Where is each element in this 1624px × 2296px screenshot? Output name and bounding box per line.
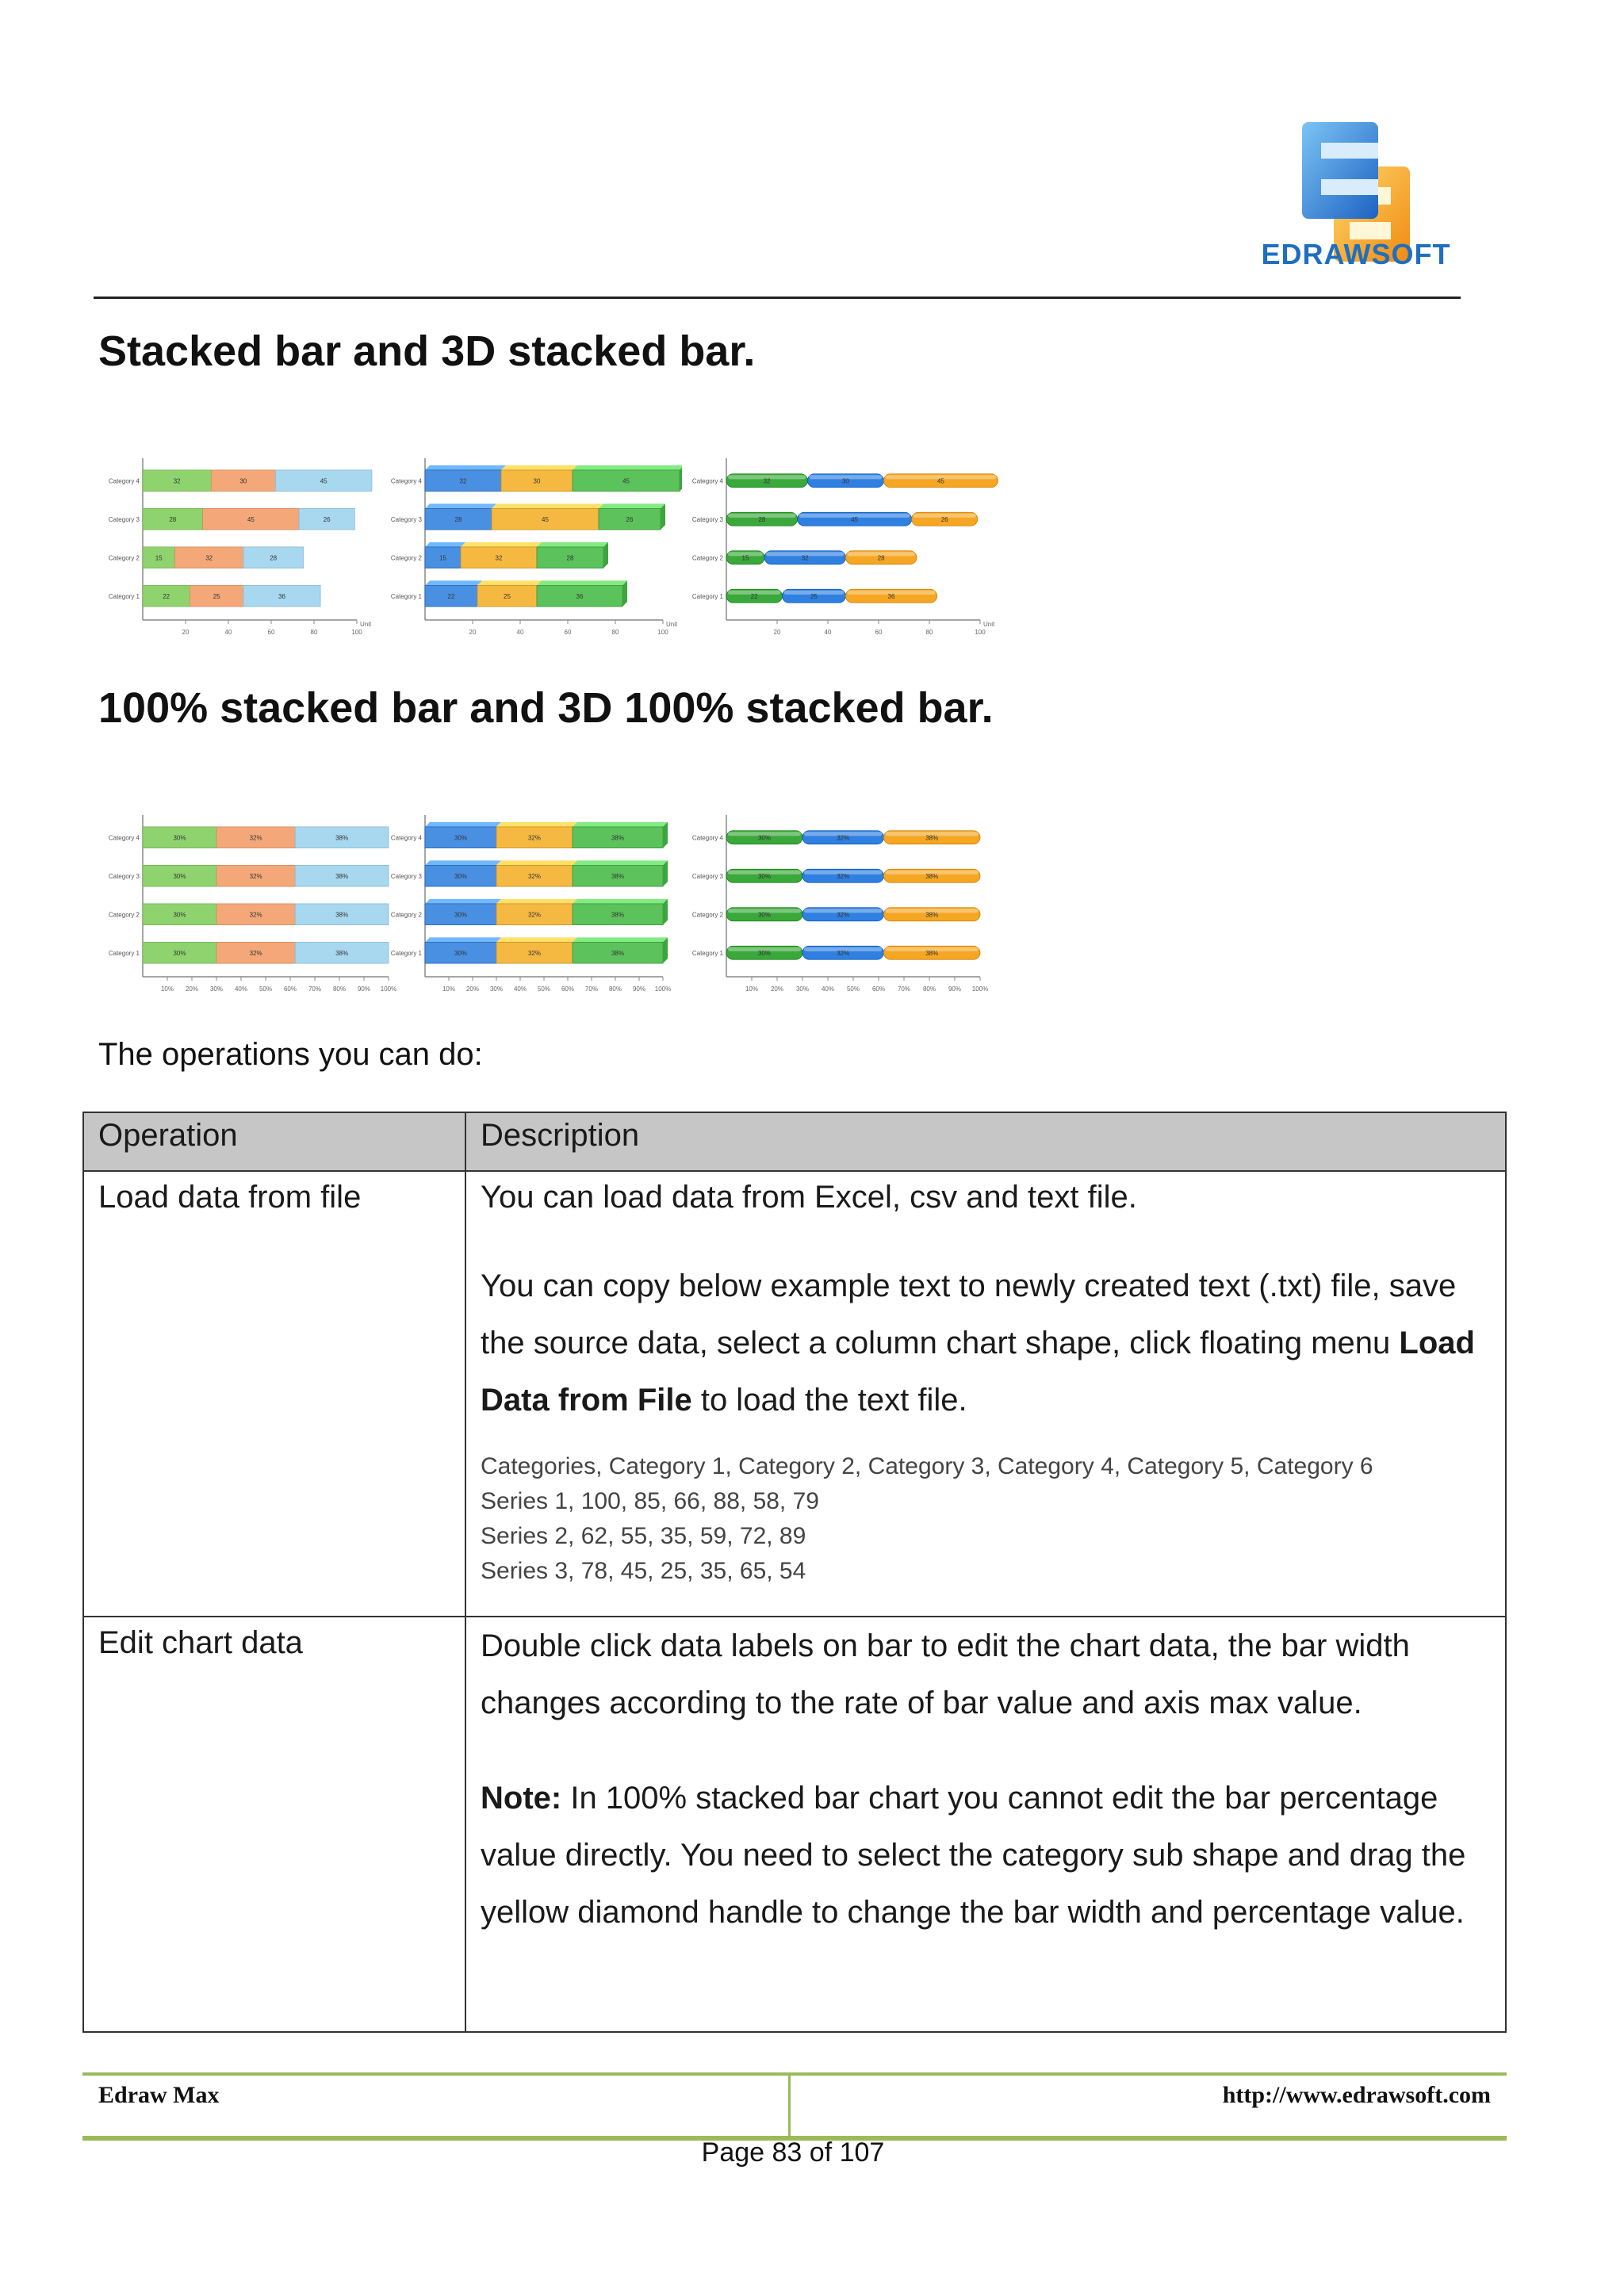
bar-data-label: 30% [173,911,186,919]
x-axis-unit: Unit [666,621,678,628]
bar-data-label: 22 [447,592,455,600]
bar-data-label: 38% [611,911,625,919]
bar-top-face [461,542,542,547]
category-label: Category 3 [691,515,723,523]
x-tick-label: 40% [234,985,248,993]
bar-top-face [425,503,496,508]
x-tick-label: 90% [357,985,371,993]
bar-data-label: 38% [925,872,939,880]
category-label: Category 4 [691,834,723,842]
bar-top-face [573,822,668,827]
bar-data-label: 32 [173,477,181,485]
x-tick-label: 10% [442,985,456,993]
x-tick-label: 30% [795,985,810,993]
x-tick-label: 30% [209,985,224,993]
bar-data-label: 36 [887,592,895,600]
bar-data-label: 22 [750,592,758,600]
description-text: You can load data from Excel, csv and text file. [481,1180,1137,1215]
example-data-line: Series 3, 78, 45, 25, 35, 65, 54 [481,1558,806,1584]
table-row [83,1617,1506,2032]
example-data-line: Categories, Category 1, Category 2, Category 3, Category 4, Category 5, Category 6 [481,1453,1373,1479]
thumbnail-cylinder-100-stacked-bar [682,801,999,999]
bar-data-label: 28 [877,554,885,562]
operations-intro: The operations you can do: [98,1037,483,1072]
category-label: Category 2 [691,911,723,919]
bar-data-label: 32% [527,834,542,842]
bar-top-face [537,542,608,547]
bar-data-label: 32% [249,911,262,919]
bar-top-face [425,899,501,904]
bar-top-face [573,899,668,904]
x-tick-label: 40 [516,629,524,636]
category-label: Category 1 [691,949,723,957]
bar-data-label: 45 [851,515,859,523]
x-tick-label: 70% [584,985,599,993]
category-label: Category 1 [390,592,422,600]
bar-data-label: 32% [527,911,542,919]
header-divider [94,297,1461,299]
bar-data-label: 32% [837,872,850,880]
x-tick-label: 60 [267,629,275,636]
bar-data-label: 26 [940,515,948,523]
table-header-row [83,1112,1506,1171]
bar-data-label: 32% [527,872,542,880]
bar-data-label: 38% [335,834,349,842]
x-tick-label: 80% [608,985,622,993]
bar-top-face [501,465,577,470]
operation-cell: Edit chart data [83,1617,465,2032]
x-tick-label: 80% [332,985,347,993]
bar-top-face [492,503,603,508]
bar-data-label: 38% [925,834,939,842]
x-tick-label: 40 [224,629,232,636]
category-label: Category 4 [108,477,140,485]
bar-data-label: 38% [925,911,939,919]
x-tick-label: 70% [897,985,911,993]
bar-data-label: 32 [459,477,467,485]
category-label: Category 2 [691,554,723,562]
bar-data-label: 38% [611,872,625,880]
bar-data-label: 32% [837,911,850,919]
x-tick-label: 20% [770,985,784,993]
page-number: Page 83 of 107 [701,2137,885,2168]
bar-top-face [573,465,682,470]
bar-data-label: 30% [454,949,468,957]
x-tick-label: 60 [564,629,572,636]
bar-data-label: 32 [495,554,503,562]
category-label: Category 1 [108,949,140,957]
x-tick-label: 10% [745,985,759,993]
x-tick-label: 20 [182,629,190,636]
column-header-operation: Operation [83,1112,465,1171]
category-label: Category 2 [390,911,422,919]
bar-top-face [573,860,668,865]
x-axis-unit: Unit [360,621,372,628]
section-heading-stacked-bar: Stacked bar and 3D stacked bar. [98,327,756,375]
bar-top-face [537,580,627,585]
bar-data-label: 28 [566,554,574,562]
category-label: Category 2 [390,554,422,562]
category-label: Category 4 [691,477,723,485]
operation-cell: Load data from file [83,1171,465,1617]
x-tick-label: 50% [259,985,273,993]
example-data-line: Series 1, 100, 85, 66, 88, 58, 79 [481,1488,819,1514]
bar-data-label: 32 [205,554,213,562]
x-tick-label: 50% [846,985,860,993]
bar-top-face [425,937,501,942]
note-text: Note: In 100% stacked bar chart you cannot edit the bar percentage value directly. You need to select the category sub shape and drag the yellow diamond handle to change the bar width and percentage value. [481,1781,1466,1930]
x-tick-label: 10% [160,985,174,993]
bar-data-label: 30 [841,477,849,485]
x-tick-label: 20 [773,629,781,636]
bar-data-label: 30% [173,834,186,842]
bar-top-face [573,937,668,942]
bar-data-label: 38% [611,834,625,842]
bar-top-face [599,503,665,508]
category-label: Category 4 [108,834,140,842]
bar-data-label: 26 [626,515,634,523]
x-tick-label: 80% [922,985,936,993]
bar-data-label: 28 [270,554,278,562]
bar-top-face [496,860,577,865]
bar-data-label: 32% [249,872,262,880]
bar-data-label: 45 [622,477,630,485]
x-tick-label: 100 [351,629,362,636]
bar-data-label: 45 [320,477,327,485]
bar-top-face [425,580,482,585]
bar-data-label: 30% [173,872,186,880]
logo-wordmark: EDRAWSOFT [1261,238,1451,270]
bar-data-label: 30 [533,477,541,485]
bar-data-label: 32 [801,554,809,562]
bar-data-label: 28 [169,515,177,523]
bar-data-label: 32% [249,949,262,957]
bar-top-face [425,465,506,470]
bar-data-label: 38% [335,949,349,957]
section-heading-100-stacked-bar: 100% stacked bar and 3D 100% stacked bar. [98,684,994,732]
bar-data-label: 28 [454,515,462,523]
bar-data-label: 32 [763,477,771,485]
bar-data-label: 15 [741,554,749,562]
thumbnail-100-stacked-bar [98,801,408,999]
page-footer [82,2072,1507,2141]
category-label: Category 3 [108,515,140,523]
bar-data-label: 30% [454,834,468,842]
description-cell [465,1617,1506,2032]
bar-data-label: 45 [936,477,944,485]
bar-data-label: 15 [439,554,446,562]
category-label: Category 3 [390,515,422,523]
bar-top-face [496,899,577,904]
x-tick-label: 100 [975,629,986,636]
menu-item-reference: Load Data from File [481,1326,1475,1418]
bar-data-label: 32% [527,949,542,957]
bar-data-label: 45 [542,515,549,523]
bar-data-label: 25 [213,592,220,600]
bar-data-label: 25 [504,592,511,600]
x-tick-label: 20% [185,985,199,993]
x-tick-label: 60% [283,985,297,993]
x-tick-label: 80 [310,629,318,636]
bar-data-label: 32% [837,949,850,957]
bar-data-label: 38% [335,911,349,919]
bar-data-label: 32% [249,834,262,842]
bar-top-face [425,822,501,827]
bar-data-label: 30% [454,911,468,919]
description-text: You can copy below example text to newly created text (.txt) file, save the source data, select a column chart shape, click floating menu Load Data from File to load the text file. [481,1269,1475,1418]
category-label: Category 3 [390,872,422,880]
category-label: Category 4 [390,477,422,485]
x-tick-label: 80 [611,629,619,636]
bar-data-label: 22 [163,592,170,600]
column-header-description: Description [465,1112,1506,1171]
thumbnail-stacked-bar [98,444,376,642]
x-tick-label: 30% [489,985,504,993]
bar-data-label: 25 [810,592,818,600]
x-tick-label: 60% [871,985,886,993]
bar-data-label: 45 [247,515,255,523]
description-cell [465,1171,1506,1617]
thumbnail-3d-100-stacked-bar [381,801,682,999]
x-tick-label: 80 [925,629,933,636]
bar-data-label: 30% [173,949,186,957]
bar-data-label: 30% [454,872,468,880]
bar-top-face [496,822,577,827]
footer-divider [788,2076,791,2136]
x-tick-label: 100% [971,985,989,993]
table-row [83,1171,1506,1617]
bar-data-label: 28 [758,515,766,523]
category-label: Category 1 [390,949,422,957]
x-tick-label: 70% [308,985,322,993]
x-tick-label: 60% [561,985,575,993]
bar-top-face [496,937,577,942]
x-tick-label: 100% [654,985,672,993]
x-tick-label: 100% [380,985,397,993]
footer-product-name: Edraw Max [98,2082,220,2108]
bar-top-face [425,542,465,547]
x-tick-label: 40% [821,985,835,993]
x-tick-label: 20 [469,629,477,636]
bar-data-label: 30% [757,872,772,880]
category-label: Category 1 [691,592,723,600]
note-label: Note: [481,1781,562,1816]
x-tick-label: 20% [465,985,480,993]
bar-data-label: 30 [239,477,247,485]
bar-data-label: 38% [335,872,349,880]
x-tick-label: 40 [824,629,832,636]
x-tick-label: 90% [632,985,646,993]
thumbnail-cylinder-stacked-bar [682,444,999,642]
category-label: Category 3 [108,872,140,880]
x-tick-label: 90% [948,985,962,993]
x-tick-label: 100 [657,629,668,636]
bar-data-label: 30% [757,834,772,842]
bar-top-face [425,860,501,865]
footer-url: http://www.edrawsoft.com [1222,2082,1491,2108]
bar-data-label: 30% [757,949,772,957]
bar-data-label: 38% [925,949,939,957]
category-label: Category 4 [390,834,422,842]
category-label: Category 3 [691,872,723,880]
example-data-line: Series 2, 62, 55, 35, 59, 72, 89 [481,1523,806,1549]
thumbnail-3d-stacked-bar [381,444,682,642]
x-axis-unit: Unit [983,621,995,628]
bar-data-label: 30% [757,911,772,919]
bar-top-face [477,580,542,585]
x-tick-label: 40% [513,985,527,993]
operations-table [82,1112,1507,2033]
category-label: Category 2 [108,554,140,562]
x-tick-label: 50% [537,985,551,993]
category-label: Category 2 [108,911,140,919]
category-label: Category 1 [108,592,140,600]
bar-data-label: 32% [837,834,850,842]
bar-data-label: 38% [611,949,625,957]
bar-data-label: 36 [576,592,584,600]
bar-data-label: 36 [278,592,285,600]
bar-data-label: 26 [323,515,331,523]
description-text: Double click data labels on bar to edit the chart data, the bar width changes according to the rate of bar value and axis max value. [481,1628,1410,1720]
bar-data-label: 15 [155,554,163,562]
x-tick-label: 60 [875,629,883,636]
